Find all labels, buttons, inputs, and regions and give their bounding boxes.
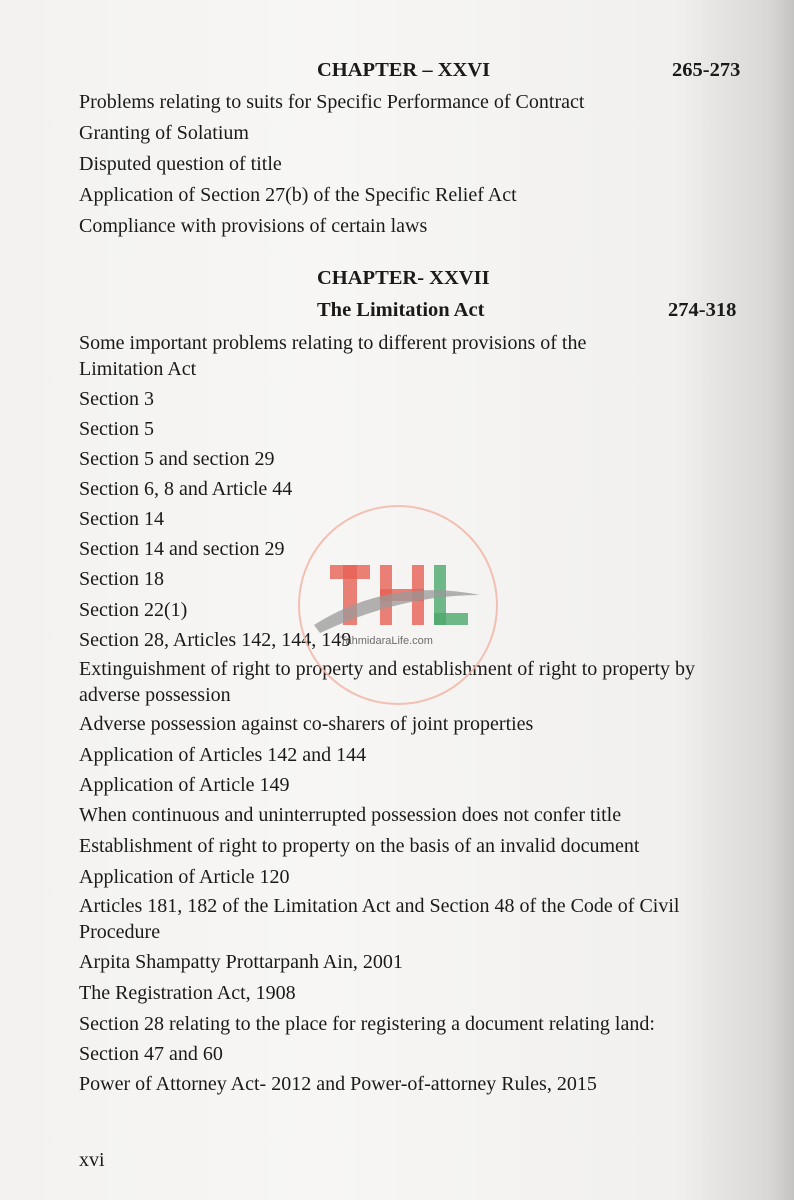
toc-entry: Section 6, 8 and Article 44 (79, 478, 293, 500)
chapter-27-pages: 274-318 (668, 299, 737, 321)
toc-entry: Section 5 and section 29 (79, 448, 275, 470)
toc-entry: Section 47 and 60 (79, 1043, 223, 1065)
chapter-26-title: CHAPTER – XXVI (317, 59, 491, 81)
toc-entry: Extinguishment of right to property and establishment of right to property by adverse possession (79, 658, 696, 706)
toc-entry: Power of Attorney Act- 2012 and Power-of-attorney Rules, 2015 (79, 1073, 597, 1095)
toc-entry: The Registration Act, 1908 (79, 982, 296, 1004)
toc-entry: Compliance with provisions of certain laws (79, 215, 428, 237)
page-number: xvi (79, 1149, 105, 1171)
toc-entry: Section 22(1) (79, 599, 188, 621)
toc-entry: Application of Articles 142 and 144 (79, 744, 367, 766)
toc-entry: Section 28 relating to the place for registering a document relating land: (79, 1013, 655, 1035)
toc-entry: Application of Article 149 (79, 774, 290, 796)
toc-entry: Application of Article 120 (79, 866, 290, 888)
toc-entry: Some important problems relating to different provisions of the Limitation Act (79, 332, 587, 380)
toc-entry: Section 3 (79, 388, 154, 410)
toc-entry: Arpita Shampatty Prottarpanh Ain, 2001 (79, 951, 403, 973)
toc-entry: Section 28, Articles 142, 144, 149 (79, 629, 352, 651)
toc-entry: Granting of Solatium (79, 122, 249, 144)
toc-entry: When continuous and uninterrupted possession does not confer title (79, 804, 622, 826)
toc-entry: Section 18 (79, 568, 164, 590)
toc-entry: Establishment of right to property on the basis of an invalid document (79, 835, 640, 857)
watermark-logo-icon (300, 507, 496, 703)
watermark-site-text: TahmidaraLife.com (340, 635, 433, 647)
toc-entry: Problems relating to suits for Specific Performance of Contract (79, 91, 585, 113)
chapter-26-pages: 265-273 (672, 59, 741, 81)
toc-entry: Section 14 (79, 508, 164, 530)
toc-entry: Section 14 and section 29 (79, 538, 285, 560)
toc-entry: Application of Section 27(b) of the Specific Relief Act (79, 184, 517, 206)
toc-entry: Adverse possession against co-sharers of joint properties (79, 713, 534, 735)
toc-entry: Articles 181, 182 of the Limitation Act and Section 48 of the Code of Civil Procedure (79, 895, 680, 943)
toc-entry: Section 5 (79, 418, 154, 440)
watermark-logo (298, 505, 498, 705)
chapter-27-subtitle: The Limitation Act (317, 299, 485, 321)
toc-entry: Disputed question of title (79, 153, 282, 175)
chapter-27-title: CHAPTER- XXVII (317, 267, 490, 289)
